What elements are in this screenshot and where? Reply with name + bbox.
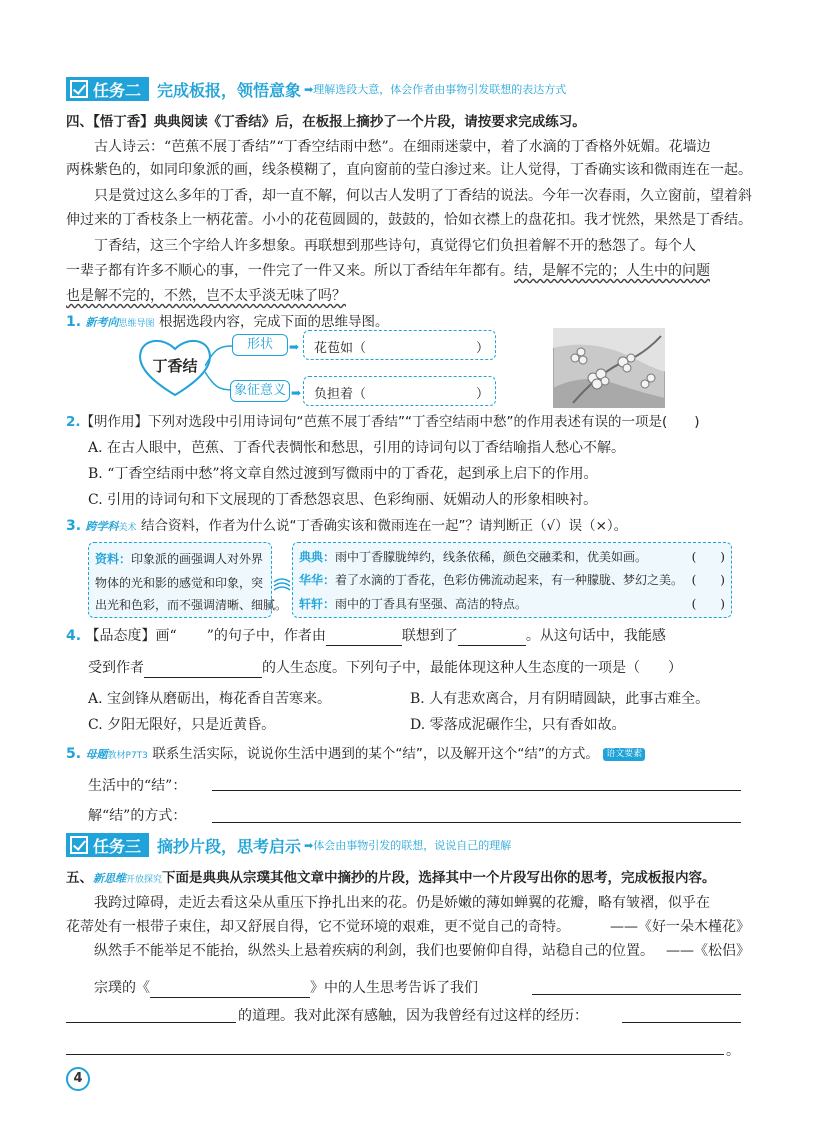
q2-option-c[interactable]: C. 引用的诗词句和下文展现的丁香愁怨哀思、色彩绚丽、妩媚动人的形象相映衬。	[88, 492, 598, 508]
write-blank-lesson-b[interactable]	[66, 1022, 236, 1023]
q5-life-row	[66, 776, 750, 796]
q4-option-c[interactable]: C. 夕阳无限好，只是近黄昏。	[88, 717, 276, 733]
passage-p3c	[66, 286, 750, 306]
mindmap-branch-symbol: 象征意义	[230, 380, 290, 402]
passage-p1b: 两株紫色的，如同印象派的画，线条模糊了，直向窗前的莹白渗过来。让人觉得，丁香确实该和微雨连在一起。	[66, 162, 752, 178]
q3-text: 结合资料，作者为什么说“丁香确实该和微雨连在一起”？请判断正（√）误（×）。	[140, 518, 628, 534]
q4-number: 4.	[66, 628, 82, 644]
q4-option-b[interactable]: B. 人有悲欢离合，月有阴晴圆缺，此事古难全。	[410, 691, 710, 707]
resource-label: 资料：	[95, 552, 132, 566]
q3-number: 3.	[66, 518, 82, 534]
task2-badge	[66, 77, 149, 101]
q3-resource-box	[88, 542, 288, 618]
q4-text-e: 受到作者	[88, 660, 144, 676]
checkbox-icon	[70, 836, 88, 854]
q4-text-a: 【品态度】画“	[85, 628, 177, 644]
q2-head: 【明作用】下列对选段中引用诗词句“芭蕉不展丁香结”“丁香空结雨中愁”的作用表述有误的一项是( )	[80, 414, 700, 430]
judge-name-dian: 典典：	[299, 550, 336, 564]
q4-text-d: 。从这句话中，我能感	[525, 628, 666, 644]
resource-line2: 物体的光和影的感觉和印象，突	[95, 576, 264, 590]
q5-solve-input[interactable]	[212, 822, 741, 823]
judge-name-xuan: 轩轩：	[299, 597, 336, 611]
q4-blank-1[interactable]	[326, 630, 402, 646]
judge-paren-1[interactable]: ( )	[691, 550, 725, 564]
task2-banner	[66, 76, 566, 102]
q2-option-a[interactable]: A. 在古人眼中，芭蕉、丁香代表惆怅和愁思，引用的诗词句以丁香结喻指人愁心不解。	[88, 440, 626, 456]
task2-title: 完成板报，领悟意象	[157, 80, 302, 100]
task3-banner	[66, 832, 511, 858]
passage-wavy-line1: 结，是解不完的；人生中的问题	[514, 263, 710, 279]
q5-tag: 母题	[85, 748, 108, 761]
q3-judge-1[interactable]	[299, 547, 647, 567]
mindmap-center: 丁香结	[152, 357, 198, 375]
passage-p3b-text: 一辈子都有许多不顺心的事，一件完了一件又来。所以丁香结年年都有。	[66, 263, 514, 279]
mindmap-fill1-label: 花苞如（	[314, 341, 367, 356]
checkbox-icon	[70, 80, 88, 98]
excerpt2-text: 纵然手不能举足不能抬，纵然头上悬着疾病的利剑，我们也要俯仰自得，站稳自己的位置。	[94, 943, 654, 959]
excerpt1-a: 我跨过障碍，走近去看这朵从重压下挣扎出来的花。仍是娇嫩的薄如蝉翼的花瓣，略有皱褶，似乎在	[94, 895, 710, 911]
passage-p3b	[66, 261, 750, 281]
q5-tag2: 教材P7T3	[107, 751, 148, 761]
mindmap-branch-shape: 形状	[232, 334, 288, 356]
q3-prompt	[66, 516, 750, 538]
mindmap-fill1-close: ）	[475, 341, 489, 356]
q2-number: 2.	[66, 414, 81, 430]
q5-badge: 语文要素	[603, 748, 645, 761]
judge-paren-3[interactable]: ( )	[691, 597, 725, 611]
judge-text-dian: 雨中丁香朦胧绰约，线条依稀，颜色交融柔和，优美如画。	[335, 550, 648, 564]
passage-p2a: 只是赏过这么多年的丁香，却一直不解，何以古人发明了丁香结的说法。今年一次春雨，久立窗前，望着斜	[94, 188, 752, 204]
task2-subtitle: ➡理解选段大意，体会作者由事物引发联想的表达方式	[304, 83, 567, 96]
judge-name-hua: 华华：	[299, 573, 336, 587]
excerpt1-source: ——《好一朵木槿花》	[610, 919, 750, 935]
q1-tag: 新考向	[85, 316, 119, 329]
resource-line3: 出光和色彩，而不强调清晰、细腻。	[95, 598, 288, 612]
section5-tag: 新思维	[93, 872, 126, 885]
arrow-right-icon: ➡	[289, 340, 300, 354]
q4-text-c: 联想到了	[401, 628, 458, 644]
q4-blank-3[interactable]	[144, 662, 262, 678]
judge-paren-2[interactable]: ( )	[691, 573, 725, 587]
lilac-clasp-image	[553, 328, 665, 408]
mindmap-fill2-box[interactable]	[303, 376, 496, 406]
mindmap-fill1-box[interactable]	[303, 330, 496, 360]
q5-text: 联系生活实际，说说你生活中遇到的某个“结”，以及解开这个“结”的方式。	[152, 746, 599, 762]
q3-tag: 跨学科	[85, 520, 119, 533]
task3-title: 摘抄片段，思考启示	[157, 836, 302, 856]
q1-number: 1.	[66, 314, 82, 330]
q5-solve-row	[66, 806, 750, 826]
page-number: 4	[66, 1067, 90, 1091]
resource-line1: 印象派的画强调人对外界	[131, 552, 264, 566]
task3-subtitle: ➡体会由事物引发的联想，说说自己的理解	[304, 839, 512, 852]
q2-prompt	[66, 412, 750, 432]
write-line1	[66, 978, 750, 998]
section5-tag2: 开放探究	[126, 875, 163, 885]
q5-solve-label: 解“结”的方式：	[88, 808, 187, 824]
passage-p2b: 伸过来的丁香枝条上一柄花蕾。小小的花苞圆圆的，鼓鼓的，恰如衣襟上的盘花扣。我才恍然，果然是丁香结。	[66, 212, 752, 228]
write-line2: 的道理。我对此深有感触，因为我曾经有过这样的经历：	[238, 1008, 588, 1024]
section5-num: 五、	[66, 870, 93, 886]
q3-tag2: 美术	[118, 523, 137, 533]
excerpt2	[66, 941, 750, 961]
section4-head: 四、【悟丁香】典典阅读《丁香结》后，在板报上摘抄了一个片段，请按要求完成练习。	[66, 114, 586, 130]
excerpt1-b-text: 花蒂处有一根带子束住，却又舒展自得，它不觉环境的艰难，更不觉自己的奇特。	[66, 919, 570, 935]
wavy-mark-icon	[177, 626, 207, 646]
write-text-a: 宗璞的《	[94, 980, 150, 996]
excerpt1-b	[66, 917, 750, 937]
q5-life-input[interactable]	[212, 790, 741, 791]
q4-option-d[interactable]: D. 零落成泥碾作尘，只有香如故。	[410, 717, 626, 733]
q4-line2	[66, 658, 750, 678]
write-end-mark: 。	[726, 1043, 740, 1059]
excerpt2-source: ——《松侣》	[666, 943, 750, 959]
passage-wavy-line2: 也是解不完的，不然，岂不太乎淡无味了吗？	[66, 288, 346, 304]
q4-text-b: ”的句子中，作者由	[206, 628, 326, 644]
q5-number: 5.	[66, 746, 82, 762]
q3-judge-2[interactable]	[299, 570, 683, 590]
arrow-right-icon: ➡	[291, 386, 302, 400]
task2-badge-label: 任务二	[93, 80, 142, 100]
q3-judge-box	[292, 542, 732, 618]
q2-option-b[interactable]: B. “丁香空结雨中愁”将文章自然过渡到写微雨中的丁香花，起到承上启下的作用。	[88, 466, 598, 482]
write-blank-experience-b[interactable]	[66, 1054, 724, 1055]
section5-head	[66, 868, 750, 890]
mindmap-fill2-close: ）	[475, 387, 489, 402]
passage-p3a: 丁香结，这三个字给人许多想象。再联想到那些诗句，真觉得它们负担着解不开的愁怨了。每个人	[94, 238, 696, 254]
q3-judge-3[interactable]	[299, 594, 527, 614]
write-blank-experience-a[interactable]	[622, 1022, 741, 1023]
q4-blank-2[interactable]	[458, 630, 526, 646]
speech-link-icon	[272, 550, 294, 614]
q4-option-a[interactable]: A. 宝剑锋从磨砺出，梅花香自苦寒来。	[88, 691, 332, 707]
write-text-b: 》中的人生思考告诉了我们	[310, 980, 478, 996]
q4-text-f: 的人生态度。下列句子中，最能体现这种人生态度的一项是（ ）	[262, 660, 682, 676]
q5-prompt	[66, 744, 750, 766]
passage-p1a: 古人诗云：“芭蕉不展丁香结”“丁香空结雨中愁”。在细雨迷蒙中，着了水滴的丁香格外妩媚。花墙边	[94, 139, 711, 155]
write-blank-title[interactable]	[150, 982, 310, 998]
q5-life-label: 生活中的“结”：	[88, 778, 187, 794]
judge-text-hua: 着了水滴的丁香花，色彩仿佛流动起来，有一种朦胧、梦幻之美。	[335, 573, 684, 587]
task3-badge	[66, 833, 149, 857]
q1-text: 根据选段内容，完成下面的思维导图。	[158, 314, 389, 330]
section5-text: 下面是典典从宗璞其他文章中摘抄的片段，选择其中一个片段写出你的思考，完成板报内容。	[162, 870, 716, 886]
q1-tag2: 思维导图	[118, 319, 155, 329]
write-blank-lesson-a[interactable]	[532, 994, 741, 995]
task3-badge-label: 任务三	[93, 836, 142, 856]
judge-text-xuan: 雨中的丁香具有坚强、高洁的特点。	[335, 597, 528, 611]
mindmap-fill2-label: 负担着（	[314, 387, 367, 402]
q4-line1	[66, 626, 750, 646]
